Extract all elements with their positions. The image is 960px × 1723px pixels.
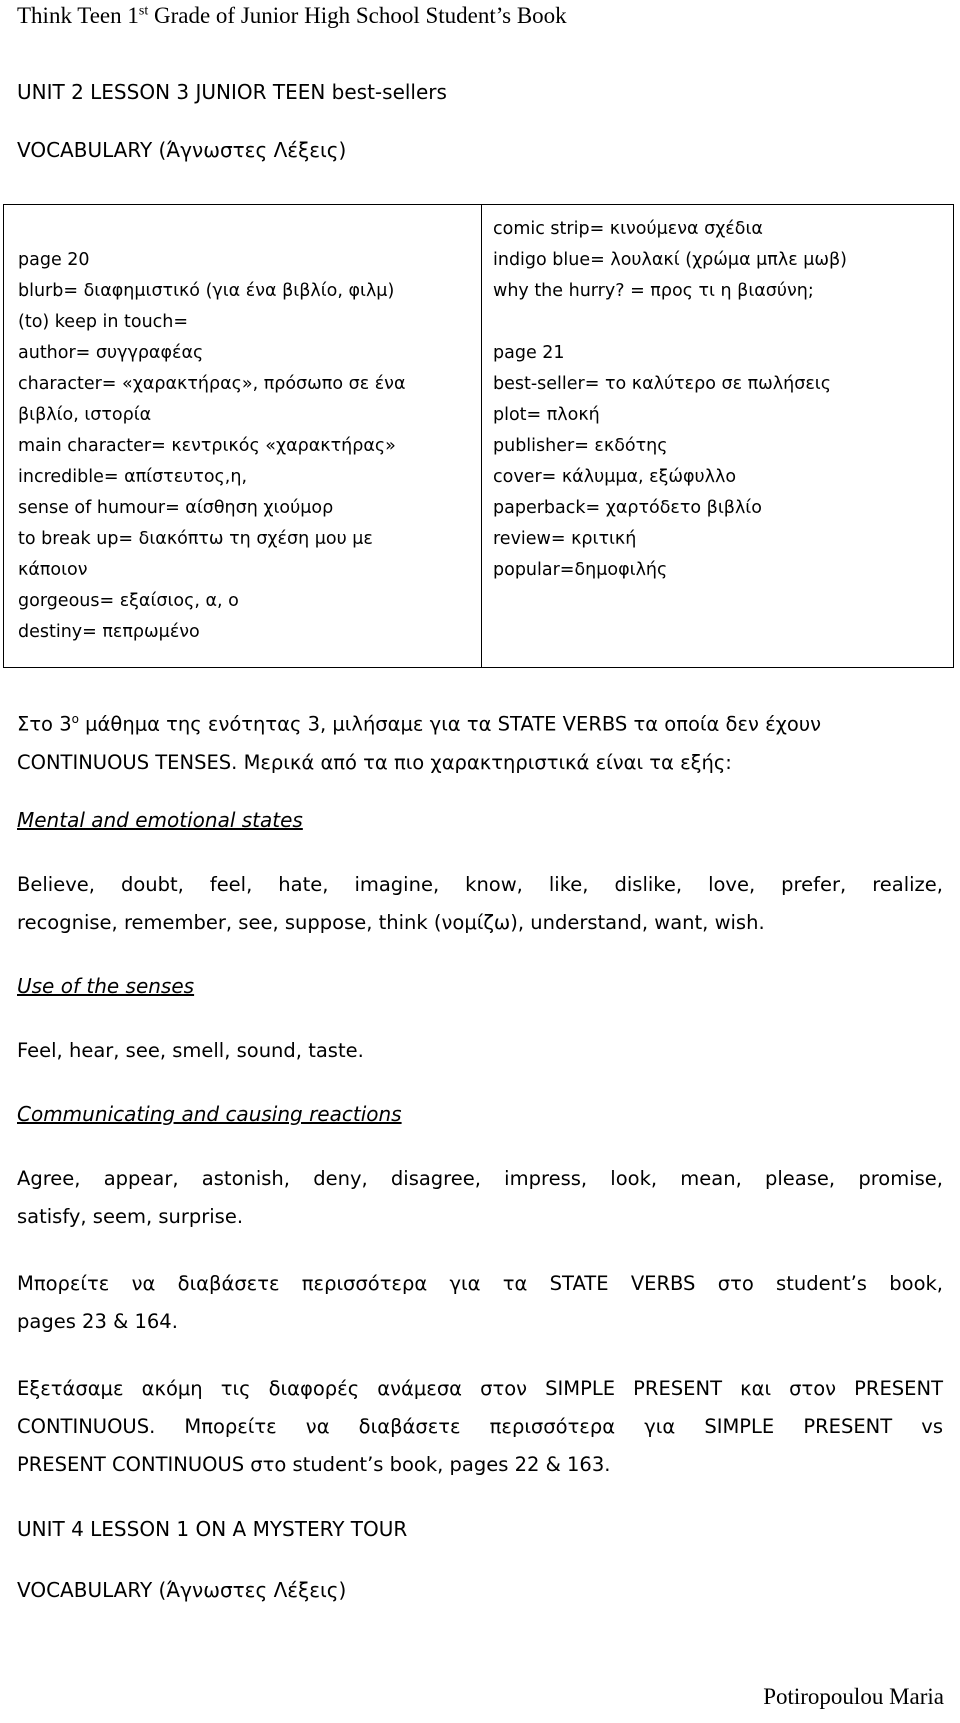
intro-line-1-post: μάθημα της ενότητας 3, μιλήσαμε για τα STATE VERBS τα οποία δεν έχουν xyxy=(78,712,822,736)
section-body xyxy=(17,866,943,942)
vocab-entry: comic strip= κινούμενα σχέδια xyxy=(493,219,763,239)
state-verbs-note xyxy=(17,1265,943,1341)
page-footer-author: Potiropoulou Maria xyxy=(763,1684,944,1709)
vocab-left-column xyxy=(18,214,474,648)
section-title: Use of the senses xyxy=(17,974,195,998)
vocab-entry: blurb= διαφημιστικό (για ένα βιβλίο, φιλμ) xyxy=(18,281,395,301)
vocab-entry: page 21 xyxy=(493,343,565,363)
section-line: Feel, hear, see, smell, sound, taste. xyxy=(17,1039,364,1062)
section-body xyxy=(17,1032,943,1070)
vocab-entry: βιβλίο, ιστορία xyxy=(18,405,152,425)
intro-line-1-sup: ο xyxy=(71,712,79,726)
vocab-entry: plot= πλοκή xyxy=(493,405,600,425)
header-title-post: Grade of Junior High School Student’s Book xyxy=(148,3,567,28)
intro-line-1 xyxy=(17,700,943,744)
intro-line-1-pre: Στο 3 xyxy=(17,712,72,736)
vocab-entry: sense of humour= αίσθηση χιούμορ xyxy=(18,498,334,518)
unit4-heading: UNIT 4 LESSON 1 ON A MYSTERY TOUR xyxy=(17,1517,408,1541)
note-line: pages 23 & 164. xyxy=(17,1310,178,1333)
note-line: Μπορείτε να διαβάσετε περισσότερα για τα STATE VERBS στο student’s book, xyxy=(17,1272,943,1295)
vocab-entry: best-seller= το καλύτερο σε πωλήσεις xyxy=(493,374,831,394)
vocab-entry: popular=δημοφιλής xyxy=(493,560,668,580)
vocab-entry: page 20 xyxy=(18,250,90,270)
table-column-divider xyxy=(481,205,482,667)
vocab-entry: main character= κεντρικός «χαρακτήρας» xyxy=(18,436,396,456)
present-tenses-note xyxy=(17,1370,943,1484)
unit2-vocab-heading: VOCABULARY (Άγνωστες Λέξεις) xyxy=(17,138,347,162)
vocab-entry: destiny= πεπρωμένο xyxy=(18,622,200,642)
intro-line-2: CONTINUOUS TENSES. Μερικά από τα πιο χαρακτηριστικά είναι τα εξής: xyxy=(17,750,732,774)
note-line: CONTINUOUS. Μπορείτε να διαβάσετε περισσότερα για SIMPLE PRESENT vs xyxy=(17,1415,943,1438)
vocab-entry: (to) keep in touch= xyxy=(18,312,189,332)
section-line: Agree, appear, astonish, deny, disagree, impress, look, mean, please, promise, xyxy=(17,1167,943,1190)
section-body xyxy=(17,1160,943,1236)
section-line: recognise, remember, see, suppose, think (νομίζω), understand, want, wish. xyxy=(17,911,765,934)
vocab-entry: gorgeous= εξαίσιος, α, ο xyxy=(18,591,239,611)
vocab-entry: incredible= απίστευτος,η, xyxy=(18,467,248,487)
vocab-entry: to break up= διακόπτω τη σχέση μου με xyxy=(18,529,373,549)
vocab-entry: cover= κάλυμμα, εξώφυλλο xyxy=(493,467,737,487)
section-line: satisfy, seem, surprise. xyxy=(17,1205,244,1228)
vocab-right-column xyxy=(493,214,948,586)
unit2-heading: UNIT 2 LESSON 3 JUNIOR TEEN best-sellers xyxy=(17,80,447,104)
section-line: Believe, doubt, feel, hate, imagine, know, like, dislike, love, prefer, realize, xyxy=(17,873,943,896)
page-header xyxy=(17,3,567,29)
vocab-entry: indigo blue= λουλακί (χρώμα μπλε μωβ) xyxy=(493,250,847,270)
vocab-entry: author= συγγραφέας xyxy=(18,343,204,363)
vocab-entry: κάποιον xyxy=(18,560,88,580)
vocab-entry: publisher= εκδότης xyxy=(493,436,668,456)
note-line: Εξετάσαμε ακόμη τις διαφορές ανάμεσα στον SIMPLE PRESENT και στον PRESENT xyxy=(17,1377,943,1400)
section-title: Communicating and causing reactions xyxy=(17,1102,402,1126)
vocab-entry: character= «χαρακτήρας», πρόσωπο σε ένα xyxy=(18,374,406,394)
header-title-sup: st xyxy=(138,3,149,19)
unit4-vocab-heading: VOCABULARY (Άγνωστες Λέξεις) xyxy=(17,1578,347,1602)
header-title-pre: Think Teen 1 xyxy=(17,3,139,28)
vocabulary-table xyxy=(3,204,954,668)
vocab-entry: review= κριτική xyxy=(493,529,637,549)
vocab-entry: why the hurry? = προς τι η βιασύνη; xyxy=(493,281,814,301)
vocab-entry: paperback= χαρτόδετο βιβλίο xyxy=(493,498,762,518)
section-title: Mental and emotional states xyxy=(17,808,303,832)
note-line: PRESENT CONTINUOUS στο student’s book, pages 22 & 163. xyxy=(17,1453,611,1476)
intro-paragraph xyxy=(17,700,943,782)
